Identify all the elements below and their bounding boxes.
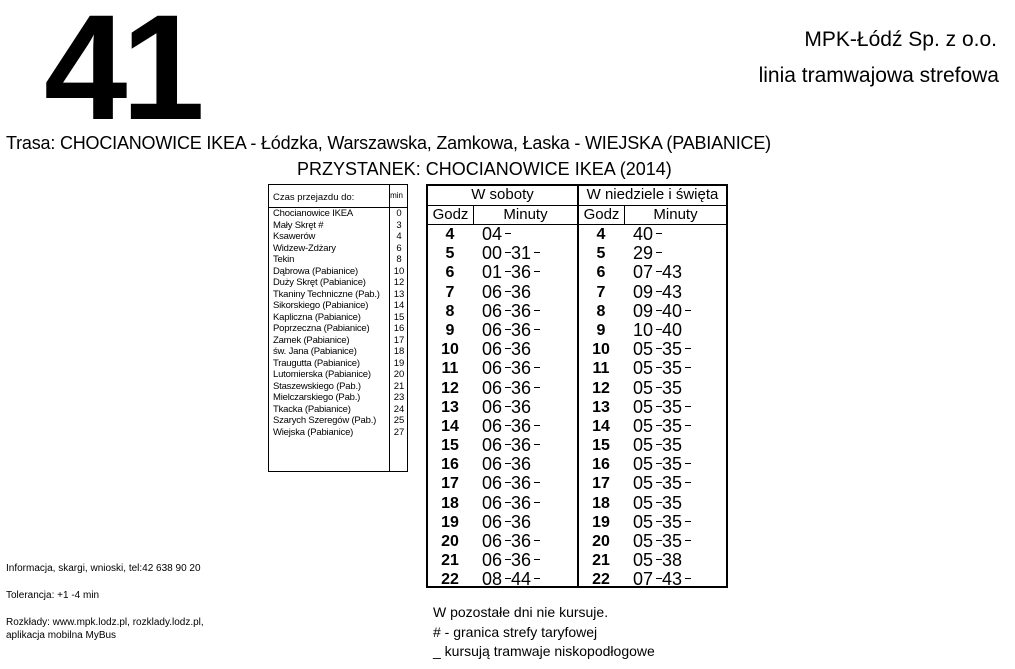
departure-minute: 36 <box>511 339 532 360</box>
travel-minutes: 10 <box>393 265 405 277</box>
travel-minutes: 17 <box>393 334 405 346</box>
sunday-minutes <box>633 321 691 340</box>
departure-minute: 36 <box>511 532 540 551</box>
sunday-minutes <box>633 455 691 474</box>
travel-minutes: 8 <box>396 254 402 265</box>
travel-time-title: Czas przejazdu do: <box>273 192 355 203</box>
sunday-minutes <box>633 551 691 570</box>
travel-minutes: 0 <box>396 208 402 219</box>
travel-minutes: 4 <box>396 231 402 242</box>
saturday-minutes <box>482 532 540 551</box>
departure-minute: 06 <box>482 532 511 551</box>
timetable-row <box>428 283 726 302</box>
stop-label: Tkacka (Pabianice) <box>273 403 351 415</box>
travel-time-row <box>269 289 407 301</box>
travel-time-row <box>269 358 407 370</box>
stop-label: Kapliczna (Pabianice) <box>273 311 361 323</box>
saturday-minutes <box>482 263 540 282</box>
saturday-minutes <box>482 321 540 340</box>
saturday-minutes <box>482 436 540 455</box>
sunday-hour: 20 <box>592 533 610 550</box>
timetable-row <box>428 359 726 378</box>
departure-minute: 05 <box>633 379 662 398</box>
departure-minute: 38 <box>662 550 683 571</box>
sunday-minutes <box>633 398 691 417</box>
sunday-hour: 11 <box>592 360 610 378</box>
timetable-row <box>428 379 726 398</box>
travel-time-row <box>269 323 407 335</box>
sunday-minutes <box>633 225 662 244</box>
saturday-minutes <box>482 359 540 378</box>
departure-minute: 06 <box>482 340 511 359</box>
saturday-minutes <box>482 244 540 263</box>
stop-label: Poprzeczna (Pabianice) <box>273 323 370 334</box>
saturday-minutes <box>482 417 540 436</box>
timetable-row <box>428 513 726 532</box>
travel-time-row <box>269 300 407 312</box>
departure-minute: 06 <box>482 551 511 570</box>
departure-minute: 36 <box>511 436 540 455</box>
sunday-minutes <box>633 283 691 302</box>
contact-info: Informacja, skargi, wnioski, tel:42 638 90 20 <box>6 563 201 574</box>
sunday-minutes <box>633 570 691 589</box>
saturday-hour: 4 <box>445 226 455 243</box>
stop-label: Lutomierska (Pabianice) <box>273 369 371 380</box>
departure-minute: 35 <box>662 340 691 359</box>
stop-label: Sikorskiego (Pabianice) <box>273 300 369 311</box>
saturday-minutes-header: Minuty <box>503 206 548 223</box>
departure-minute: 44 <box>511 570 540 589</box>
sunday-minutes <box>633 379 691 398</box>
travel-minutes: 20 <box>393 369 405 380</box>
departure-minute: 06 <box>482 321 511 340</box>
timetable-row <box>428 321 726 340</box>
saturday-hour: 6 <box>445 264 455 282</box>
saturday-hour: 22 <box>441 571 459 589</box>
stop-label: Duży Skręt (Pabianice) <box>273 277 366 288</box>
travel-minutes: 15 <box>393 311 405 323</box>
saturday-header: W soboty <box>471 186 534 203</box>
sunday-hour: 6 <box>596 264 606 282</box>
departure-minute: 05 <box>633 551 662 570</box>
departure-minute: 43 <box>662 570 691 589</box>
note-low-floor: _ kursują tramwaje niskopodłogowe <box>433 643 655 659</box>
travel-time-row <box>269 312 407 324</box>
departure-minute: 06 <box>482 398 511 417</box>
saturday-hour-header: Godz <box>432 206 469 223</box>
sunday-minutes <box>633 302 691 321</box>
timetable-row <box>428 244 726 263</box>
travel-minutes: 6 <box>396 242 402 254</box>
travel-time-row <box>269 346 407 358</box>
departure-minute: 05 <box>633 359 662 378</box>
timetable-row <box>428 494 726 513</box>
sunday-hour: 13 <box>592 398 610 416</box>
saturday-minutes <box>482 225 511 244</box>
timetable-row <box>428 225 726 244</box>
sunday-minutes <box>633 340 691 359</box>
departure-minute: 36 <box>511 396 532 417</box>
stop-label: Tekin <box>273 254 295 265</box>
travel-minutes: 13 <box>393 288 405 300</box>
saturday-minutes <box>482 455 540 474</box>
departure-minute: 01 <box>482 263 511 282</box>
departure-minute: 05 <box>633 532 662 551</box>
sunday-header: W niedziele i święta <box>586 186 719 203</box>
travel-time-row <box>269 208 407 220</box>
saturday-minutes <box>482 551 540 570</box>
departure-minute: 40 <box>633 225 662 244</box>
sunday-hour: 4 <box>596 226 606 243</box>
stop-label: Tkaniny Techniczne (Pab.) <box>273 288 380 300</box>
travel-time-row <box>269 243 407 255</box>
departure-timetable <box>426 184 728 588</box>
stop-label: Wiejska (Pabianice) <box>273 426 354 438</box>
departure-minute: 35 <box>662 377 683 398</box>
sunday-hour: 17 <box>592 475 610 493</box>
saturday-hour: 20 <box>441 533 459 550</box>
travel-time-row <box>269 381 407 393</box>
sunday-minutes <box>633 263 691 282</box>
travel-minutes: 21 <box>393 380 405 392</box>
timetable-row <box>428 398 726 417</box>
departure-minute: 07 <box>633 263 662 282</box>
departure-minute: 36 <box>511 551 540 570</box>
sunday-hour: 14 <box>592 417 610 435</box>
travel-time-row <box>269 404 407 416</box>
departure-minute: 09 <box>633 283 662 302</box>
stop-label: Ksawerów <box>273 231 316 242</box>
departure-minute: 09 <box>633 302 662 321</box>
travel-minutes: 23 <box>393 392 405 403</box>
departure-minute: 05 <box>633 494 662 513</box>
saturday-hour: 19 <box>441 513 459 531</box>
travel-time-row <box>269 231 407 243</box>
timetables-info-line1: Rozkłady: www.mpk.lodz.pl, rozklady.lodz.pl, <box>6 617 204 628</box>
operator-name: MPK-Łódź Sp. z o.o. <box>804 28 997 51</box>
travel-minutes: 14 <box>393 300 405 311</box>
travel-time-table <box>268 184 408 472</box>
stop-label: Zamek (Pabianice) <box>273 334 350 346</box>
stop-name: PRZYSTANEK: CHOCIANOWICE IKEA (2014) <box>297 159 672 179</box>
departure-minute: 35 <box>662 513 691 532</box>
sunday-minutes <box>633 417 691 436</box>
timetable-row <box>428 570 726 589</box>
departure-minute: 05 <box>633 340 662 359</box>
departure-minute: 00 <box>482 244 511 263</box>
timetable-row <box>428 474 726 493</box>
travel-time-row <box>269 335 407 347</box>
departure-minute: 06 <box>482 474 511 493</box>
departure-minute: 05 <box>633 417 662 436</box>
sunday-minutes <box>633 474 691 493</box>
departure-minute: 36 <box>511 281 532 302</box>
departure-minute: 35 <box>662 359 691 378</box>
departure-minute: 36 <box>511 454 532 475</box>
sunday-hour: 9 <box>596 321 606 339</box>
travel-time-row <box>269 369 407 381</box>
departure-minute: 36 <box>511 511 532 532</box>
departure-minute: 35 <box>662 532 691 551</box>
stop-label: Mielczarskiego (Pab.) <box>273 392 361 403</box>
saturday-hour: 15 <box>441 437 459 455</box>
sunday-minutes <box>633 359 691 378</box>
travel-minutes: 25 <box>393 415 405 426</box>
stop-label: Traugutta (Pabianice) <box>273 357 360 369</box>
travel-minutes: 24 <box>393 403 405 415</box>
travel-minutes: 16 <box>393 323 405 334</box>
departure-minute: 35 <box>662 417 691 436</box>
departure-minute: 36 <box>511 359 540 378</box>
travel-time-row <box>269 392 407 404</box>
timetable-row <box>428 263 726 282</box>
route-description: Trasa: CHOCIANOWICE IKEA - Łódzka, Warszawska, Zamkowa, Łaska - WIEJSKA (PABIANICE) <box>6 133 771 153</box>
timetable-row <box>428 340 726 359</box>
saturday-minutes <box>482 570 540 589</box>
departure-minute: 06 <box>482 494 511 513</box>
departure-minute: 05 <box>633 398 662 417</box>
saturday-hour: 9 <box>445 321 455 339</box>
note-other-days: W pozostałe dni nie kursuje. <box>433 604 609 620</box>
saturday-hour: 11 <box>441 360 459 378</box>
departure-minute: 36 <box>511 379 540 398</box>
departure-minute: 43 <box>662 262 683 283</box>
departure-minute: 10 <box>633 321 662 340</box>
travel-minutes: 19 <box>393 357 405 369</box>
saturday-minutes <box>482 302 540 321</box>
departure-minute: 43 <box>662 281 683 302</box>
sunday-hour: 10 <box>592 341 610 359</box>
departure-minute: 06 <box>482 455 511 474</box>
saturday-minutes <box>482 379 540 398</box>
stop-label: Szarych Szeregów (Pab.) <box>273 415 377 426</box>
saturday-hour: 16 <box>441 456 459 474</box>
travel-minutes: 3 <box>396 219 402 231</box>
saturday-minutes <box>482 398 540 417</box>
travel-minutes: 12 <box>393 277 405 288</box>
travel-time-row <box>269 254 407 266</box>
departure-minute: 36 <box>511 263 540 282</box>
saturday-minutes <box>482 340 540 359</box>
timetable-rows <box>428 225 726 590</box>
departure-minute: 06 <box>482 417 511 436</box>
sunday-minutes <box>633 436 691 455</box>
travel-time-rows <box>269 208 407 438</box>
saturday-minutes <box>482 494 540 513</box>
stop-label: Chocianowice IKEA <box>273 208 354 219</box>
saturday-hour: 5 <box>445 245 455 263</box>
line-number: 41 <box>44 0 199 151</box>
saturday-hour: 7 <box>445 283 455 301</box>
sunday-minutes <box>633 513 691 532</box>
departure-minute: 05 <box>633 474 662 493</box>
timetables-info-line2: aplikacja mobilna MyBus <box>6 630 117 641</box>
sunday-hour: 18 <box>592 494 610 512</box>
saturday-hour: 12 <box>441 379 459 397</box>
travel-time-row <box>269 266 407 278</box>
sunday-hour: 15 <box>592 437 610 455</box>
travel-minutes: 18 <box>393 346 405 357</box>
travel-time-row <box>269 427 407 439</box>
departure-minute: 35 <box>662 455 691 474</box>
saturday-hour: 14 <box>441 417 459 435</box>
timetable-row <box>428 302 726 321</box>
saturday-hour: 17 <box>441 475 459 493</box>
stop-label: Staszewskiego (Pab.) <box>273 380 361 392</box>
line-type: linia tramwajowa strefowa <box>758 64 999 87</box>
sunday-hour: 8 <box>596 302 606 320</box>
sunday-minutes <box>633 244 662 263</box>
saturday-minutes <box>482 513 540 532</box>
saturday-hour: 8 <box>445 302 455 320</box>
sunday-hour-header: Godz <box>583 206 620 223</box>
travel-time-row <box>269 415 407 427</box>
sunday-minutes <box>633 532 691 551</box>
timetable-row <box>428 551 726 570</box>
departure-minute: 40 <box>662 319 683 340</box>
departure-minute: 35 <box>662 435 683 456</box>
saturday-hour: 21 <box>441 552 459 570</box>
sunday-hour: 21 <box>592 552 610 570</box>
sunday-hour: 12 <box>592 379 610 397</box>
sunday-hour: 16 <box>592 456 610 474</box>
departure-minute: 35 <box>662 492 683 513</box>
travel-time-header <box>269 185 407 208</box>
departure-minute: 06 <box>482 283 511 302</box>
departure-minute: 06 <box>482 436 511 455</box>
stop-label: Dąbrowa (Pabianice) <box>273 265 358 277</box>
departure-minute: 04 <box>482 225 511 244</box>
travel-time-row <box>269 220 407 232</box>
timetable-row <box>428 455 726 474</box>
departure-minute: 07 <box>633 570 662 589</box>
departure-minute: 31 <box>511 244 540 263</box>
departure-minute: 29 <box>633 244 662 263</box>
timetable-row <box>428 417 726 436</box>
travel-time-row <box>269 277 407 289</box>
sunday-hour: 7 <box>596 283 606 301</box>
saturday-hour: 13 <box>441 398 459 416</box>
sunday-hour: 22 <box>592 571 610 589</box>
departure-minute: 06 <box>482 513 511 532</box>
sunday-hour: 5 <box>596 245 606 263</box>
departure-minute: 36 <box>511 321 540 340</box>
departure-minute: 36 <box>511 494 540 513</box>
departure-minute: 06 <box>482 359 511 378</box>
departure-minute: 36 <box>511 417 540 436</box>
saturday-minutes <box>482 283 540 302</box>
note-zone-boundary: # - granica strefy taryfowej <box>433 624 598 640</box>
departure-minute: 35 <box>662 474 691 493</box>
sunday-hour: 19 <box>592 513 610 531</box>
departure-minute: 35 <box>662 398 691 417</box>
departure-minute: 05 <box>633 436 662 455</box>
timetable-row <box>428 532 726 551</box>
departure-minute: 40 <box>662 302 691 321</box>
saturday-hour: 18 <box>441 494 459 512</box>
departure-minute: 36 <box>511 302 540 321</box>
travel-minutes: 27 <box>393 426 405 438</box>
stop-label: Mały Skręt # <box>273 219 324 231</box>
departure-minute: 06 <box>482 302 511 321</box>
tolerance-info: Tolerancja: +1 -4 min <box>6 590 100 601</box>
departure-minute: 08 <box>482 570 511 589</box>
stop-label: św. Jana (Pabianice) <box>273 346 357 357</box>
stop-label: Widzew-Zdżary <box>273 242 336 254</box>
travel-time-unit: min <box>390 191 403 200</box>
saturday-hour: 10 <box>441 341 459 359</box>
departure-minute: 36 <box>511 474 540 493</box>
timetable-row <box>428 436 726 455</box>
sunday-minutes <box>633 494 691 513</box>
departure-minute: 05 <box>633 513 662 532</box>
departure-minute: 06 <box>482 379 511 398</box>
sunday-minutes-header: Minuty <box>653 206 698 223</box>
saturday-minutes <box>482 474 540 493</box>
departure-minute: 05 <box>633 455 662 474</box>
